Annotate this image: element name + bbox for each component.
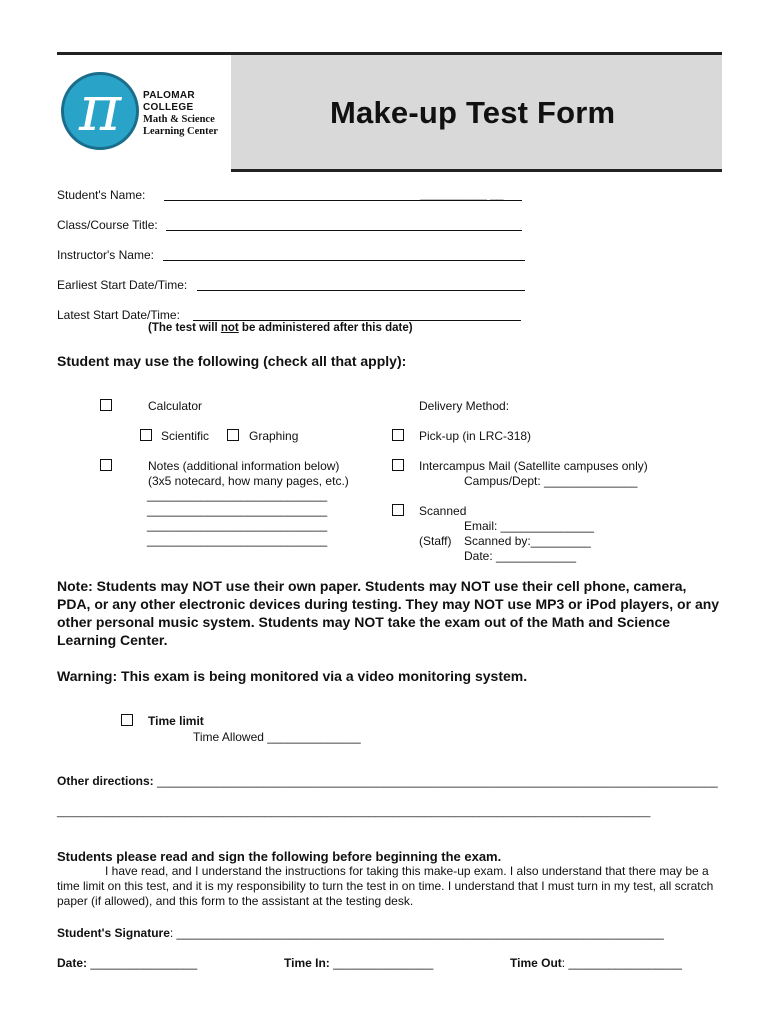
- banner-rule: [231, 169, 722, 172]
- notes-sublabel: (3x5 notecard, how many pages, etc.): [148, 474, 349, 488]
- scientific-checkbox[interactable]: [140, 429, 152, 441]
- staff-label: (Staff): [419, 534, 452, 548]
- student-name-label: Student's Name:: [57, 188, 146, 202]
- class-title-field[interactable]: [166, 230, 522, 231]
- intercampus-label: Intercampus Mail (Satellite campuses only): [419, 459, 648, 473]
- notes-line-4[interactable]: ___________________________: [147, 533, 328, 547]
- delivery-label: Delivery Method:: [419, 399, 510, 413]
- calculator-checkbox[interactable]: [100, 399, 112, 411]
- warning-text: Warning: This exam is being monitored via a video monitoring system.: [57, 668, 528, 684]
- latest-start-label: Latest Start Date/Time:: [57, 308, 180, 322]
- scientific-label: Scientific: [161, 429, 210, 443]
- time-in-row: [284, 956, 433, 970]
- scanned-email-field[interactable]: Email: ______________: [464, 519, 595, 533]
- signature-row: Student's Signature: _________________________________________________________________________: [57, 926, 664, 940]
- latest-start-note: (The test will not be administered after this date): [148, 322, 413, 334]
- date-field[interactable]: ________________: [87, 956, 198, 970]
- date-row: [57, 956, 197, 970]
- time-out-label: Time Out: [510, 956, 562, 970]
- scanned-label: Scanned: [419, 504, 467, 518]
- latest-start-field[interactable]: [193, 320, 521, 321]
- pickup-checkbox[interactable]: [392, 429, 404, 441]
- time-limit-checkbox[interactable]: [121, 714, 133, 726]
- earliest-start-field[interactable]: [197, 290, 525, 291]
- agreement-heading: Students please read and sign the following before beginning the exam.: [57, 849, 502, 864]
- scanned-date-field[interactable]: Date: ____________: [464, 549, 577, 563]
- other-directions-field[interactable]: ____________________________________________________________________________________: [153, 774, 718, 788]
- graphing-checkbox[interactable]: [227, 429, 239, 441]
- other-directions: [57, 774, 718, 788]
- scanned-by-field[interactable]: Scanned by:_________: [464, 534, 591, 548]
- logo-center-name: Math & Science Learning Center: [143, 114, 218, 137]
- earliest-start-label: Earliest Start Date/Time:: [57, 278, 188, 292]
- notes-line-3[interactable]: ___________________________: [147, 518, 328, 532]
- graphing-label: Graphing: [249, 429, 299, 443]
- pi-symbol: π: [78, 72, 122, 146]
- pickup-label: Pick-up (in LRC-318): [419, 429, 532, 443]
- instructor-field[interactable]: [163, 260, 525, 261]
- time-allowed-field[interactable]: Time Allowed ______________: [193, 730, 361, 744]
- student-name-underscores: __________ __: [420, 187, 504, 201]
- signature-field[interactable]: _________________________________________________________________________: [173, 926, 664, 940]
- date-label: Date:: [57, 956, 88, 970]
- time-in-field[interactable]: _______________: [329, 956, 434, 970]
- use-heading: Student may use the following (check all that apply):: [57, 353, 407, 369]
- agreement-text: I have read, and I understand the instructions for taking this make-up exam. I also understand that there may be a time limit on this test, and it is my responsibility to turn the test in on time. I understand that I must turn in my test, all scratch paper (if allowed), and this form to the assistant at the testing desk.: [57, 864, 714, 908]
- time-limit-label: Time limit: [148, 714, 204, 728]
- other-directions-line-2[interactable]: _________________________________________________________________________________________________: [57, 806, 651, 818]
- instructor-label: Instructor's Name:: [57, 248, 154, 262]
- campus-dept-field[interactable]: Campus/Dept: ______________: [464, 474, 638, 488]
- notes-line-2[interactable]: ___________________________: [147, 503, 328, 517]
- time-out-field[interactable]: : _________________: [561, 956, 682, 970]
- intercampus-checkbox[interactable]: [392, 459, 404, 471]
- calculator-label: Calculator: [148, 399, 203, 413]
- time-out-row: [510, 956, 682, 970]
- other-directions-label: Other directions:: [57, 774, 154, 788]
- notes-label: Notes (additional information below): [148, 459, 340, 473]
- signature-label: Student's Signature: [57, 926, 170, 940]
- logo-college-name: PALOMAR COLLEGE: [143, 90, 195, 113]
- notes-line-1[interactable]: ___________________________: [147, 488, 328, 502]
- page-title: Make-up Test Form: [330, 95, 616, 130]
- notes-checkbox[interactable]: [100, 459, 112, 471]
- time-in-label: Time In:: [284, 956, 330, 970]
- rules-note: Note: Students may NOT use their own paper. Students may NOT use their cell phone, camera, PDA, or any other electronic devices during testing. They may NOT use MP3 or iPod players, or any other personal music system. Students may NOT take the exam out of the Math and Science Learning Center.: [57, 578, 720, 648]
- class-title-label: Class/Course Title:: [57, 218, 158, 232]
- scanned-checkbox[interactable]: [392, 504, 404, 516]
